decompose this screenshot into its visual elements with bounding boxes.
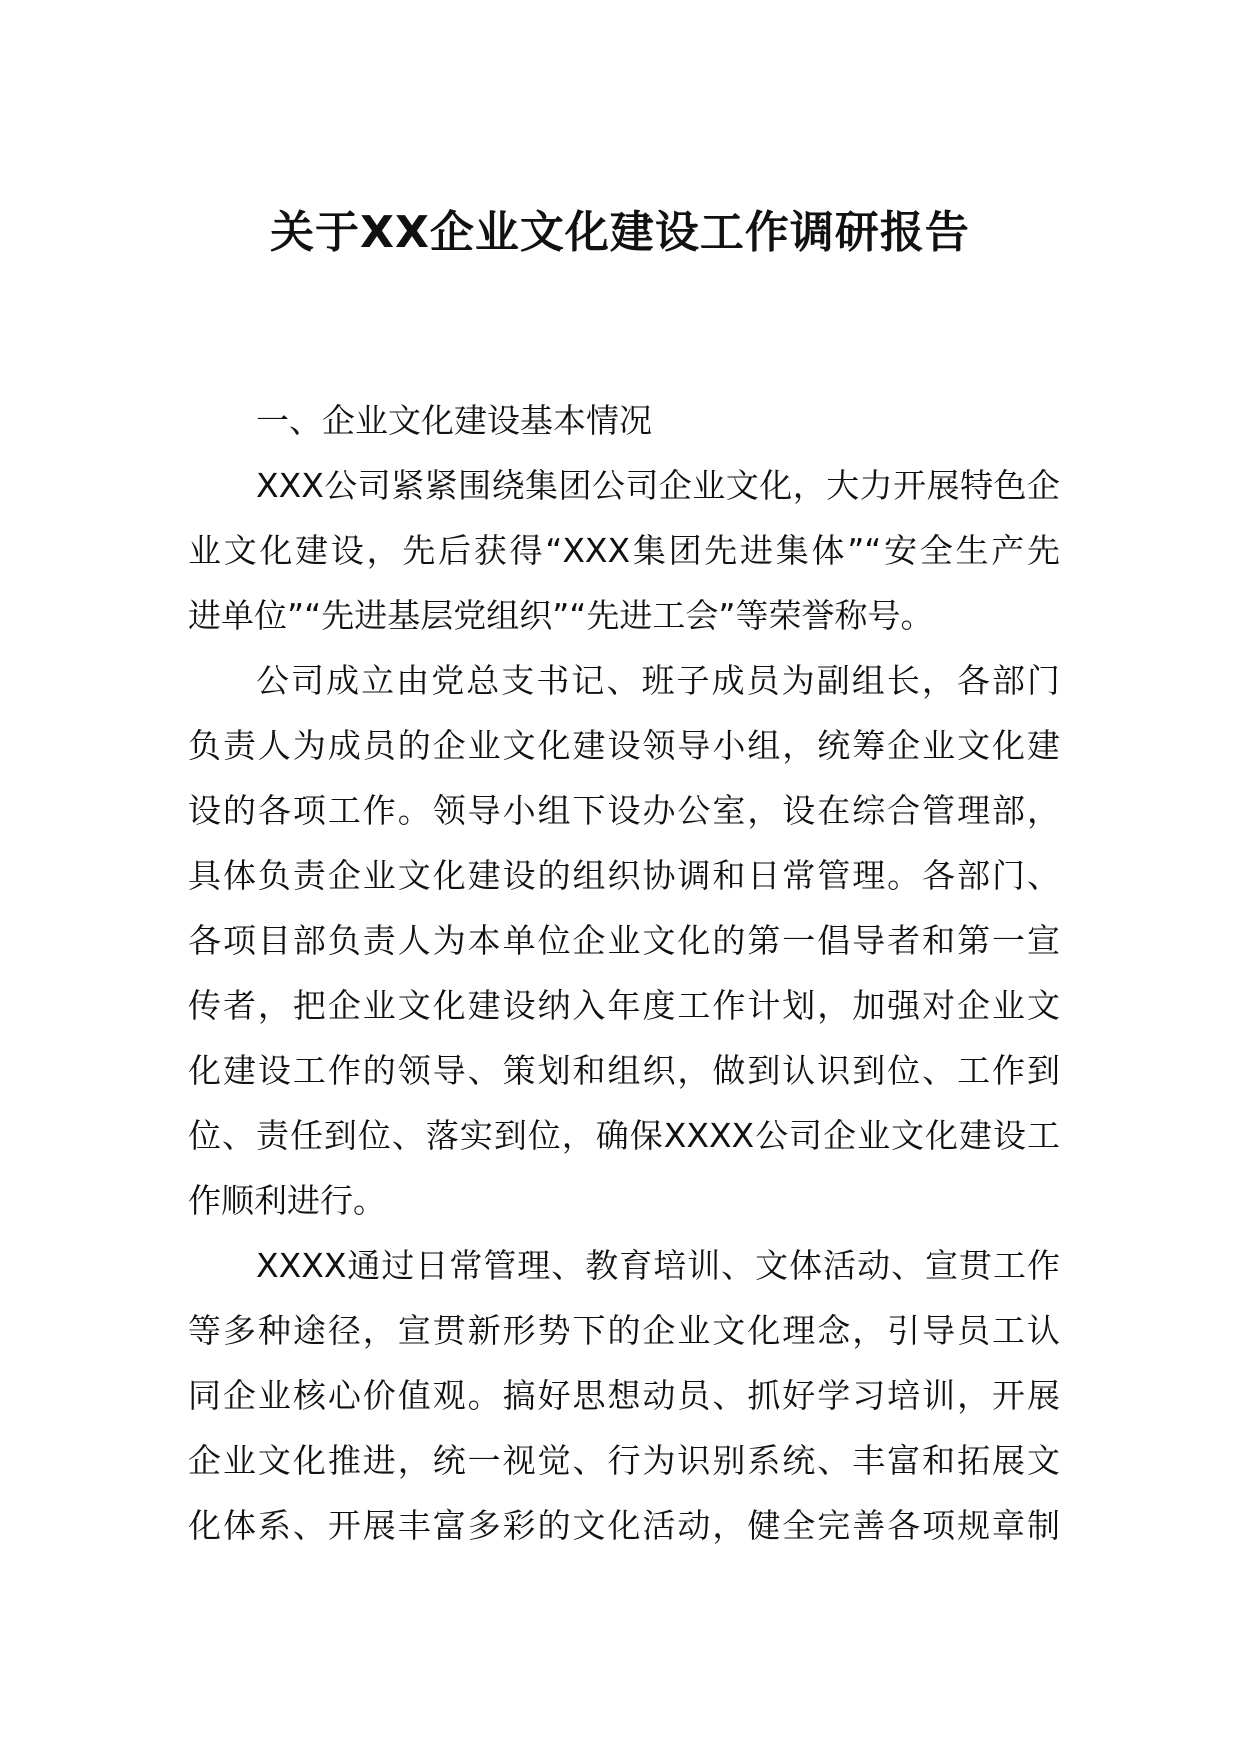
- paragraph-line: 具体负责企业文化建设的组织协调和日常管理。各部门、: [188, 856, 1060, 895]
- paragraph-3: [188, 1233, 1060, 1558]
- paragraph-1: [188, 453, 1060, 648]
- paragraph-line: 传者，把企业文化建设纳入年度工作计划，加强对企业文: [188, 986, 1060, 1025]
- paragraph-line: 等多种途径，宣贯新形势下的企业文化理念，引导员工认: [188, 1311, 1060, 1350]
- paragraph-line: 企业文化推进，统一视觉、行为识别系统、丰富和拓展文: [188, 1441, 1060, 1480]
- paragraph-line: 位、责任到位、落实到位，确保XXXX公司企业文化建设工: [188, 1116, 1060, 1155]
- paragraph-line: 化体系、开展丰富多彩的文化活动，健全完善各项规章制: [188, 1506, 1060, 1545]
- paragraph-line: 公司成立由党总支书记、班子成员为副组长，各部门: [256, 661, 1060, 700]
- paragraph-line: 负责人为成员的企业文化建设领导小组，统筹企业文化建: [188, 726, 1060, 765]
- paragraph-line: 设的各项工作。领导小组下设办公室，设在综合管理部，: [188, 791, 1060, 830]
- paragraph-line: 同企业核心价值观。搞好思想动员、抓好学习培训，开展: [188, 1376, 1060, 1415]
- paragraph-line: 各项目部负责人为本单位企业文化的第一倡导者和第一宣: [188, 921, 1060, 960]
- paragraph-line: 作顺利进行。: [188, 1181, 386, 1220]
- paragraph-line: 进单位”“先进基层党组织”“先进工会”等荣誉称号。: [188, 596, 934, 635]
- paragraph-line: XXX公司紧紧围绕集团公司企业文化，大力开展特色企: [256, 466, 1060, 505]
- paragraph-2: [188, 648, 1060, 1233]
- document-body: [188, 388, 1060, 1558]
- paragraph-line: XXXX通过日常管理、教育培训、文体活动、宣贯工作: [256, 1246, 1060, 1285]
- document-title: 关于XX企业文化建设工作调研报告: [270, 207, 970, 258]
- paragraph-line: 化建设工作的领导、策划和组织，做到认识到位、工作到: [188, 1051, 1060, 1090]
- paragraph-line: 业文化建设，先后获得“XXX集团先进集体”“安全生产先: [188, 531, 1060, 570]
- section-heading: 一、企业文化建设基本情况: [256, 401, 652, 440]
